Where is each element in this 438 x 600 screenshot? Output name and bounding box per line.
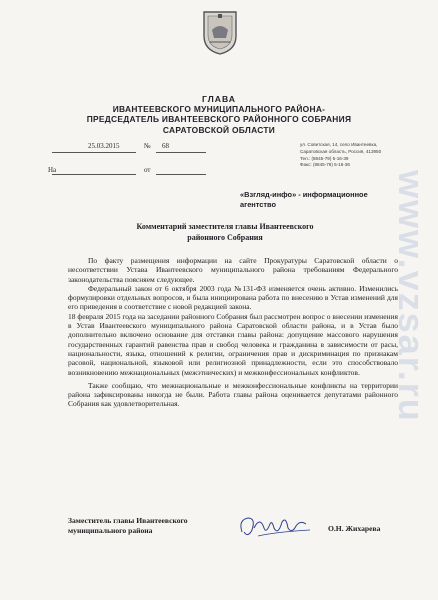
letterhead-line-3: ПРЕДСЕДАТЕЛЬ ИВАНТЕЕВСКОГО РАЙОННОГО СОБРАНИЯ	[86, 114, 352, 125]
address-line-2: Саратовская область, Россия, 413950	[300, 148, 382, 154]
fax-line: Факс: (8845-79) 5-16-36	[300, 162, 350, 168]
paragraph-2: Федеральный закон от 6 октября 2003 года №131-ФЗ изменяется очень активно. Изменились формулировки отдельных вопросов, и была инициирована работа по внесению в Устав изменений для его приведения в соответствие с новой редакцией закона.	[68, 283, 398, 312]
letterhead-line-2: ИВАНТЕЕВСКОГО МУНИЦИПАЛЬНОГО РАЙОНА-	[112, 104, 326, 115]
document-body	[68, 256, 398, 409]
letter-date: 25.03.2015	[88, 142, 120, 150]
signatory-position	[68, 516, 238, 537]
ot-label: от	[144, 166, 151, 174]
paragraph-3: 18 февраля 2015 года на заседании районного Собрания был рассмотрен вопрос о внесении изменения в Устав Ивантеевского муниципального района Саратовской области района, и в Устав было дополнительно включено основание для отставки главы района: допущение массового нарушения государственных гарантий равенства прав и свобод человека и гражданина в зависимости от расы, национальности, языка, отношений к религии, ограничения прав и дискриминация по признакам расовой, национальной, языковой или религиозной принадлежности, если это способствовало возникновению межнациональных (межэтнических) и межконфессиональных конфликтов.	[68, 311, 398, 377]
phone-line: Тел.: (8845-79) 5-16-39	[300, 155, 349, 161]
date-underline	[52, 152, 136, 153]
letterhead-line-1: ГЛАВА	[202, 94, 236, 104]
watermark-text: www.vzsar.ru	[391, 170, 432, 423]
letterhead-line-4: САРАТОВСКОЙ ОБЛАСТИ	[162, 124, 276, 135]
handwritten-signature-icon	[236, 510, 316, 544]
address-block	[300, 142, 430, 169]
registration-block	[44, 142, 214, 178]
signature-block	[68, 516, 408, 556]
signatory-name: О.Н. Жихарева	[328, 524, 381, 533]
position-line-2: муниципального района	[68, 526, 153, 536]
na-label: На	[48, 166, 57, 174]
document-title	[80, 222, 370, 243]
title-line-2: районного Собрания	[187, 232, 263, 242]
recipient-line-1: «Взгляд-инфо» - информационное	[240, 190, 368, 199]
recipient-line-2: агентство	[240, 200, 276, 209]
position-line-1: Заместитель главы Ивантеевского	[68, 516, 188, 525]
watermark	[391, 170, 434, 590]
number-underline	[156, 152, 206, 153]
paragraph-1: По факту размещения информации на сайте Прокуратуры Саратовской области о несоответствии Устава Ивантеевского муниципального района требованиям Федерального законодательства поясняем следующее.	[68, 256, 398, 284]
coat-of-arms-icon	[200, 8, 240, 56]
ot-underline	[156, 174, 206, 175]
letterhead	[0, 94, 438, 135]
letter-number: 68	[162, 142, 169, 150]
title-line-1: Комментарий заместителя главы Ивантеевского	[136, 222, 314, 231]
paragraph-4: Также сообщаю, что межнациональные и межконфессиональные конфликты на территории района зафиксированы никогда не были. Работа главы района оценивается депутатами районного Собрания как удовлетворительная.	[68, 380, 398, 409]
na-underline	[52, 174, 136, 175]
address-line-1: ул. Советская, 14, село Ивантеевка,	[300, 142, 378, 147]
number-label: №	[144, 142, 151, 150]
